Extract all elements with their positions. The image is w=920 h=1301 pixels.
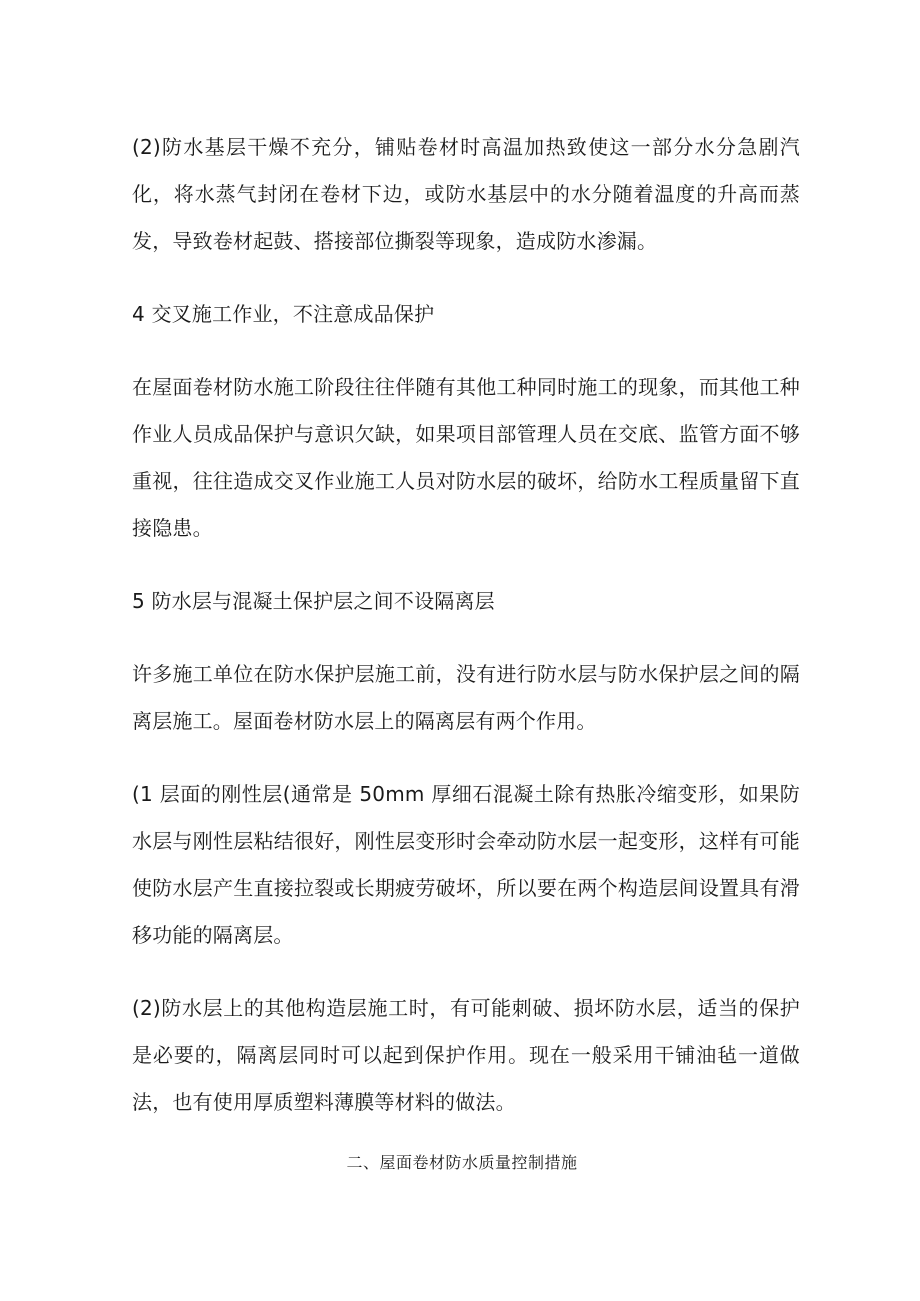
paragraph-isolation-layer-intro: 许多施工单位在防水保护层施工前，没有进行防水层与防水保护层之间的隔离层施工。屋面卷材防水层上的隔离层有两个作用。	[132, 662, 800, 733]
paragraph-base-drying: (2)防水基层干燥不充分，铺贴卷材时高温加热致使这一部分水分急剧汽化，将水蒸气封闭在卷材下边，或防水基层中的水分随着温度的升高而蒸发，导致卷材起鼓、搭接部位撕裂等现象，造成防水渗漏。	[132, 135, 800, 253]
paragraph-protection-function: (2)防水层上的其他构造层施工时，有可能刺破、损坏防水层，适当的保护是必要的，隔离层同时可以起到保护作用。现在一般采用干铺油毡一道做法，也有使用厚质塑料薄膜等材料的做法。	[132, 996, 800, 1114]
section-title-quality-control: 二、屋面卷材防水质量控制措施	[346, 1153, 578, 1172]
heading-cross-construction: 4 交叉施工作业，不注意成品保护	[132, 302, 435, 326]
paragraph-product-protection: 在屋面卷材防水施工阶段往往伴随有其他工种同时施工的现象，而其他工种作业人员成品保护与意识欠缺，如果项目部管理人员在交底、监管方面不够重视，往往造成交叉作业施工人员对防水层的破坏，给防水工程质量留下直接隐患。	[132, 375, 800, 540]
paragraph-rigid-layer: (1 层面的刚性层(通常是 50mm 厚细石混凝土除有热胀冷缩变形，如果防水层与刚性层粘结很好，刚性层变形时会牵动防水层一起变形，这样有可能使防水层产生直接拉裂或长期疲劳破坏，所以要在两个构造层间设置具有滑移功能的隔离层。	[132, 782, 800, 947]
heading-isolation-layer: 5 防水层与混凝土保护层之间不设隔离层	[132, 589, 495, 613]
